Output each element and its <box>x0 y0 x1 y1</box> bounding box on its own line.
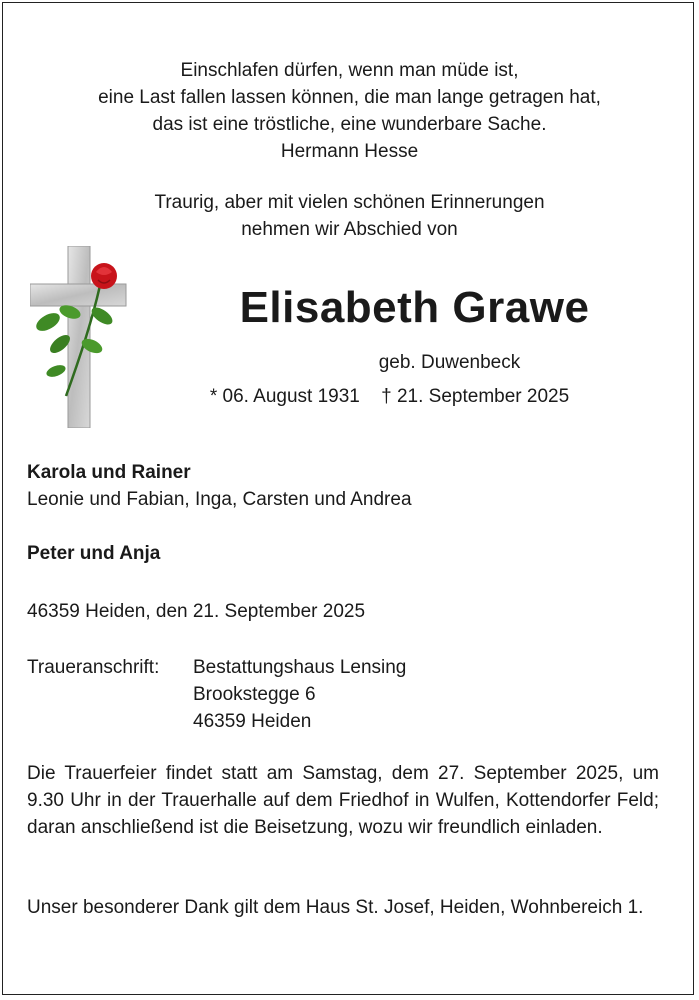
mourner-head: Karola und Rainer <box>27 462 191 483</box>
mourners-group-2 <box>27 540 659 567</box>
quote-author: Hermann Hesse <box>280 141 419 162</box>
address-label: Traueranschrift: <box>27 657 160 678</box>
quote-line: eine Last fallen lassen können, die man lange getragen hat, <box>98 87 601 108</box>
death-date: † 21. September 2025 <box>381 386 570 407</box>
place-date-text: 46359 Heiden, den 21. September 2025 <box>27 601 366 622</box>
quote-block <box>0 57 699 165</box>
mourners-group-1 <box>27 459 659 513</box>
thanks-text: Unser besonderer Dank gilt dem Haus St. Josef, Heiden, Wohnbereich 1. <box>27 897 644 918</box>
intro-line: nehmen wir Abschied von <box>241 219 458 240</box>
address-line: Brookstegge 6 <box>193 684 316 705</box>
deceased-name: Elisabeth Grawe <box>239 283 590 332</box>
address-line: Bestattungshaus Lensing <box>193 657 407 678</box>
birth-date: * 06. August 1931 <box>209 386 360 407</box>
quote-line: Einschlafen dürfen, wenn man müde ist, <box>180 60 519 81</box>
intro-line: Traurig, aber mit vielen schönen Erinnerungen <box>154 192 545 213</box>
ceremony-text: Die Trauerfeier findet statt am Samstag, dem 27. September 2025, um 9.30 Uhr in der Trauerhalle auf dem Friedhof in Wulfen, Kottendorfer Feld; daran anschließend ist die Beisetzung, wozu wir freundlich einladen. <box>27 763 659 838</box>
mourning-address <box>27 654 659 735</box>
mourner-head: Peter und Anja <box>27 543 161 564</box>
birth-name: geb. Duwenbeck <box>378 352 521 373</box>
place-date <box>27 598 659 625</box>
address-line: 46359 Heiden <box>193 711 312 732</box>
life-dates <box>80 383 699 410</box>
intro-block <box>0 189 699 243</box>
quote-line: das ist eine tröstliche, eine wunderbare Sache. <box>152 114 547 135</box>
mourner-members: Leonie und Fabian, Inga, Carsten und Andrea <box>27 489 412 510</box>
